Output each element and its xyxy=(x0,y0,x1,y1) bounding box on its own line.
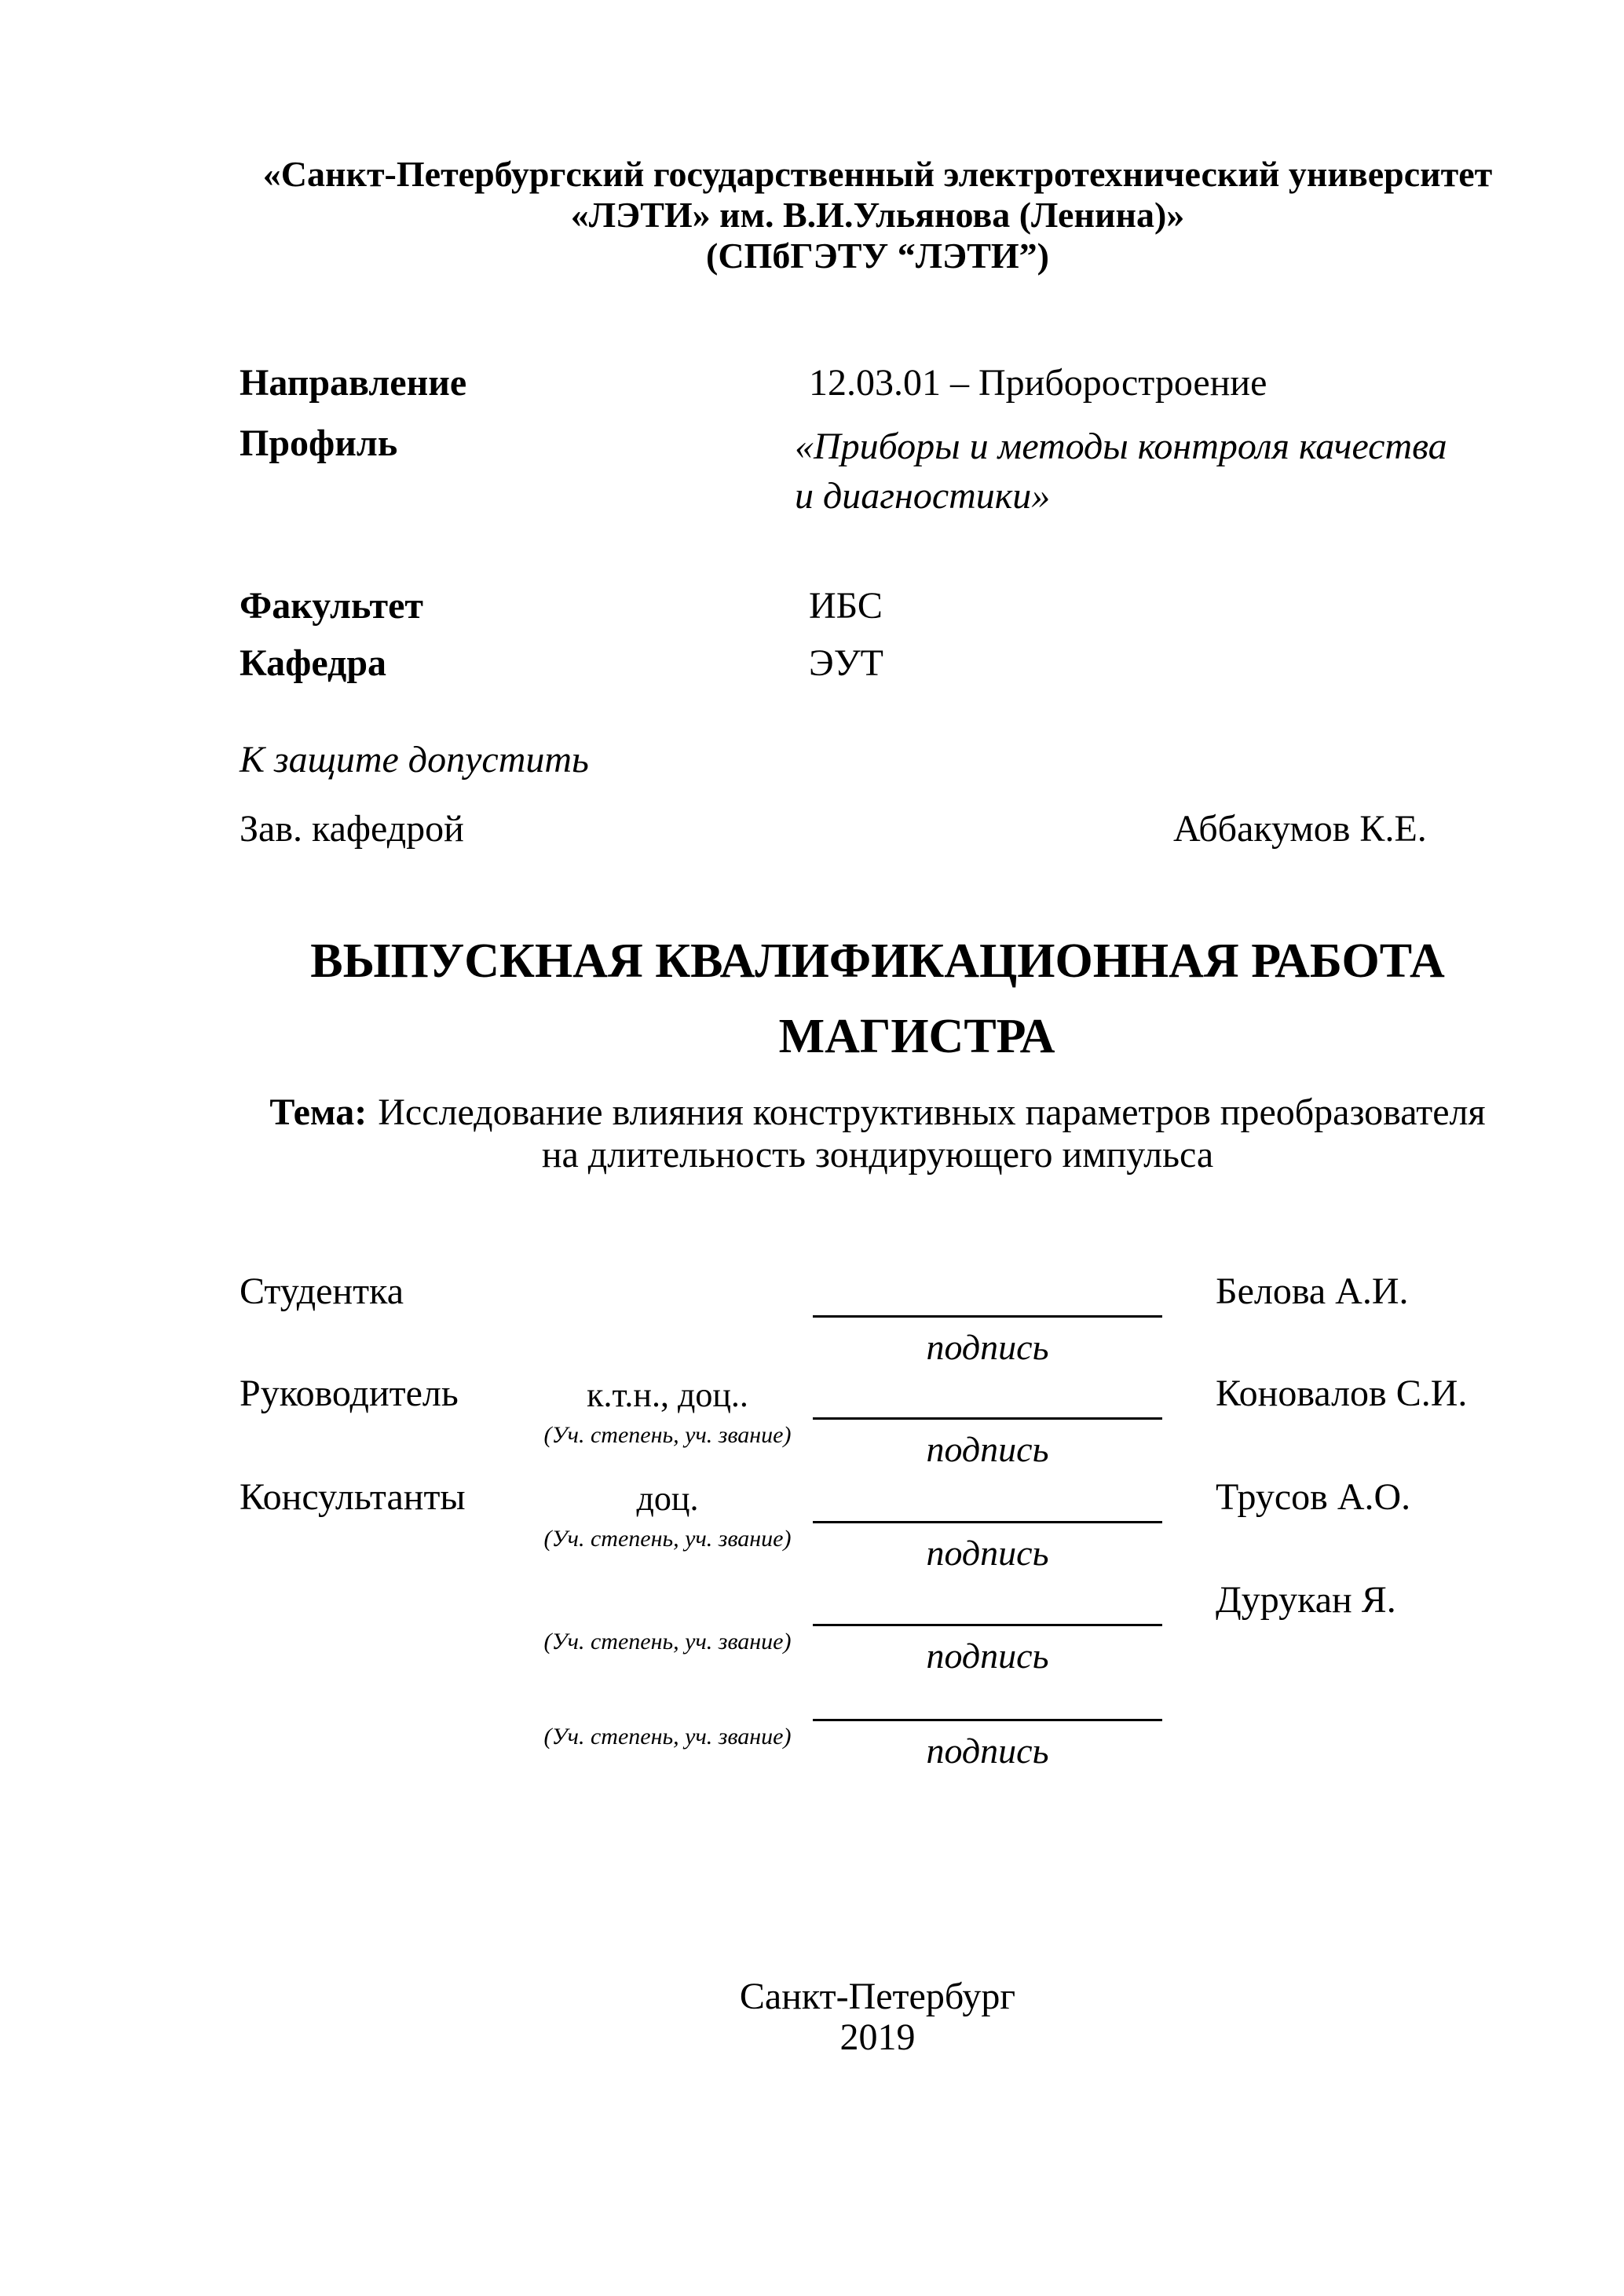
direction-value: 12.03.01 – Приборостроение xyxy=(809,362,1267,404)
signature-row xyxy=(0,1270,1624,1373)
signature-row xyxy=(0,1475,1624,1579)
city-line: Санкт-Петербург xyxy=(739,1976,1016,2017)
signature-caption: подпись xyxy=(926,1429,1049,1469)
profile-label: Профиль xyxy=(240,422,398,464)
signature-line xyxy=(813,1315,1162,1318)
university-header-line3: (СПбГЭТУ “ЛЭТИ”) xyxy=(706,236,1049,276)
signature-caption: подпись xyxy=(926,1327,1049,1367)
signature-row-name: Трусов А.О. xyxy=(1216,1476,1411,1518)
signature-row-name: Коновалов С.И. xyxy=(1216,1373,1468,1414)
university-header-line1: «Санкт-Петербургский государственный электротехнический университет xyxy=(262,154,1493,194)
degree-hint-caption: (Уч. степень, уч. звание) xyxy=(543,1629,792,1654)
thesis-theme-label: Тема: xyxy=(269,1091,368,1133)
department-head-label: Зав. кафедрой xyxy=(240,808,464,850)
profile-value-line1: «Приборы и методы контроля качества xyxy=(795,426,1447,467)
signature-line xyxy=(813,1521,1162,1523)
faculty-label: Факультет xyxy=(240,585,423,627)
signature-caption: подпись xyxy=(926,1533,1049,1573)
signature-caption: подпись xyxy=(926,1636,1049,1676)
signature-line xyxy=(813,1624,1162,1626)
signature-row xyxy=(0,1673,1624,1777)
signature-row xyxy=(0,1578,1624,1682)
department-head-name: Аббакумов К.Е. xyxy=(1173,808,1427,850)
work-title-line1: ВЫПУСКНАЯ КВАЛИФИКАЦИОННАЯ РАБОТА xyxy=(310,934,1445,988)
work-title-line2: МАГИСТРА xyxy=(778,1010,1055,1063)
signature-row xyxy=(0,1372,1624,1475)
profile-value-line2: и диагностики» xyxy=(795,475,1051,517)
signature-row-degree: к.т.н., доц.. xyxy=(587,1376,748,1414)
footer xyxy=(240,1976,1516,2058)
degree-hint-caption: (Уч. степень, уч. звание) xyxy=(543,1422,792,1448)
signature-caption: подпись xyxy=(926,1731,1049,1771)
signature-row-label: Студентка xyxy=(240,1270,404,1312)
thesis-theme-line2: на длительность зондирующего импульса xyxy=(541,1134,1214,1175)
signature-row-label: Консультанты xyxy=(240,1476,466,1518)
signature-row-degree: доц. xyxy=(636,1479,699,1518)
university-header-line2: «ЛЭТИ» им. В.И.Ульянова (Ленина)» xyxy=(570,195,1185,235)
department-label: Кафедра xyxy=(240,642,387,684)
direction-label: Направление xyxy=(240,362,467,404)
thesis-theme-text: Исследование влияния конструктивных параметров преобразователя xyxy=(378,1091,1486,1133)
degree-hint-caption: (Уч. степень, уч. звание) xyxy=(543,1526,792,1552)
signature-line xyxy=(813,1417,1162,1420)
degree-hint-caption: (Уч. степень, уч. звание) xyxy=(543,1724,792,1749)
signature-line xyxy=(813,1719,1162,1721)
signature-row-label: Руководитель xyxy=(240,1373,459,1414)
admission-note: К защите допустить xyxy=(240,739,589,781)
signature-row-name: Белова А.И. xyxy=(1216,1270,1409,1312)
department-value: ЭУТ xyxy=(809,642,883,684)
signature-row-name: Дурукан Я. xyxy=(1216,1579,1396,1621)
year-line: 2019 xyxy=(839,2016,916,2058)
faculty-value: ИБС xyxy=(809,585,883,627)
